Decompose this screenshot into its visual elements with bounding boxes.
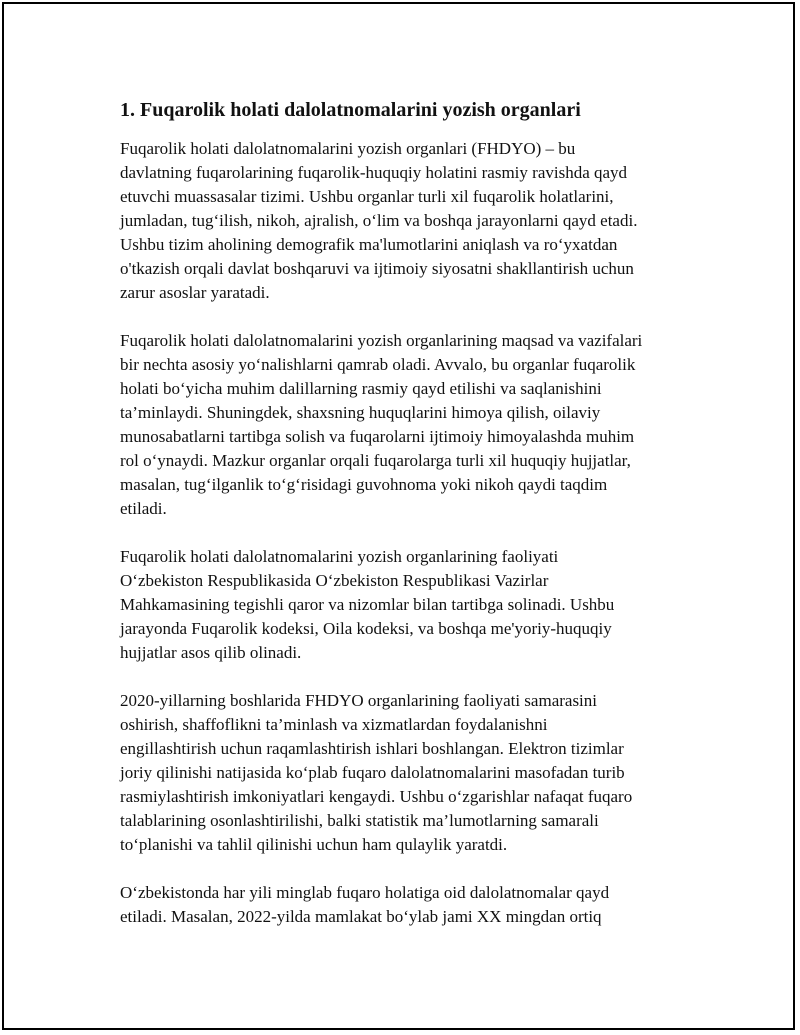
paragraph-line: oshirish, shaffoflikni ta’minlash va xizmatlardan foydalanishni <box>120 715 548 734</box>
paragraph-line: 2020-yillarning boshlarida FHDYO organlarining faoliyati samarasini <box>120 691 598 710</box>
paragraph <box>120 137 700 305</box>
paragraph <box>120 881 700 929</box>
paragraph-line: masalan, tug‘ilganlik to‘g‘risidagi guvohnoma yoki nikoh qaydi taqdim <box>120 475 608 494</box>
paragraph-line: munosabatlarni tartibga solish va fuqarolarni ijtimoiy himoyalashda muhim <box>120 427 635 446</box>
paragraph-line: jumladan, tug‘ilish, nikoh, ajralish, o‘lim va boshqa jarayonlarni qayd etadi. <box>120 211 638 230</box>
paragraph-line: bir nechta asosiy yo‘nalishlarni qamrab oladi. Avvalo, bu organlar fuqarolik <box>120 355 636 374</box>
paragraph-line: etiladi. <box>120 499 167 518</box>
paragraph-line: O‘zbekiston Respublikasida O‘zbekiston Respublikasi Vazirlar <box>120 571 549 590</box>
paragraph-line: engillashtirish uchun raqamlashtirish ishlari boshlangan. Elektron tizimlar <box>120 739 624 758</box>
paragraph <box>120 545 700 665</box>
paragraph-line: etuvchi muassasalar tizimi. Ushbu organlar turli xil fuqarolik holatlarini, <box>120 187 614 206</box>
paragraph-line: rol o‘ynaydi. Mazkur organlar orqali fuqarolarga turli xil huquqiy hujjatlar, <box>120 451 631 470</box>
paragraph-line: rasmiylashtirish imkoniyatlari kengaydi. Ushbu o‘zgarishlar nafaqat fuqaro <box>120 787 633 806</box>
page-frame <box>2 2 795 1030</box>
paragraph <box>120 329 700 521</box>
paragraph-line: Mahkamasining tegishli qaror va nizomlar bilan tartibga solinadi. Ushbu <box>120 595 615 614</box>
paragraph-line: o'tkazish orqali davlat boshqaruvi va ijtimoiy siyosatni shakllantirish uchun <box>120 259 634 278</box>
paragraph-line: davlatning fuqarolarining fuqarolik-huquqiy holatini rasmiy ravishda qayd <box>120 163 628 182</box>
document-body <box>120 97 700 953</box>
paragraph-line: Fuqarolik holati dalolatnomalarini yozish organlarining maqsad va vazifalari <box>120 331 643 350</box>
paragraph-line: talablarining osonlashtirilishi, balki statistik ma’lumotlarning samarali <box>120 811 599 830</box>
paragraph-line: Ushbu tizim aholining demografik ma'lumotlarini aniqlash va ro‘yxatdan <box>120 235 618 254</box>
paragraph-line: holati bo‘yicha muhim dalillarning rasmiy qayd etilishi va saqlanishini <box>120 379 602 398</box>
paragraphs-container <box>120 137 700 929</box>
paragraph-line: joriy qilinishi natijasida ko‘plab fuqaro dalolatnomalarini masofadan turib <box>120 763 625 782</box>
paragraph-line: jarayonda Fuqarolik kodeksi, Oila kodeksi, va boshqa me'yoriy-huquqiy <box>120 619 612 638</box>
paragraph-line: ta’minlaydi. Shuningdek, shaxsning huquqlarini himoya qilish, oilaviy <box>120 403 601 422</box>
paragraph-line: O‘zbekistonda har yili minglab fuqaro holatiga oid dalolatnomalar qayd <box>120 883 610 902</box>
paragraph-line: Fuqarolik holati dalolatnomalarini yozish organlari (FHDYO) – bu <box>120 139 576 158</box>
paragraph-line: to‘planishi va tahlil qilinishi uchun ham qulaylik yaratdi. <box>120 835 508 854</box>
paragraph-line: etiladi. Masalan, 2022-yilda mamlakat bo‘ylab jami XX mingdan ortiq <box>120 907 602 926</box>
paragraph-line: hujjatlar asos qilib olinadi. <box>120 643 302 662</box>
section-heading: 1. Fuqarolik holati dalolatnomalarini yozish organlari <box>120 99 581 121</box>
paragraph <box>120 689 700 857</box>
paragraph-line: Fuqarolik holati dalolatnomalarini yozish organlarining faoliyati <box>120 547 559 566</box>
paragraph-line: zarur asoslar yaratadi. <box>120 283 270 302</box>
